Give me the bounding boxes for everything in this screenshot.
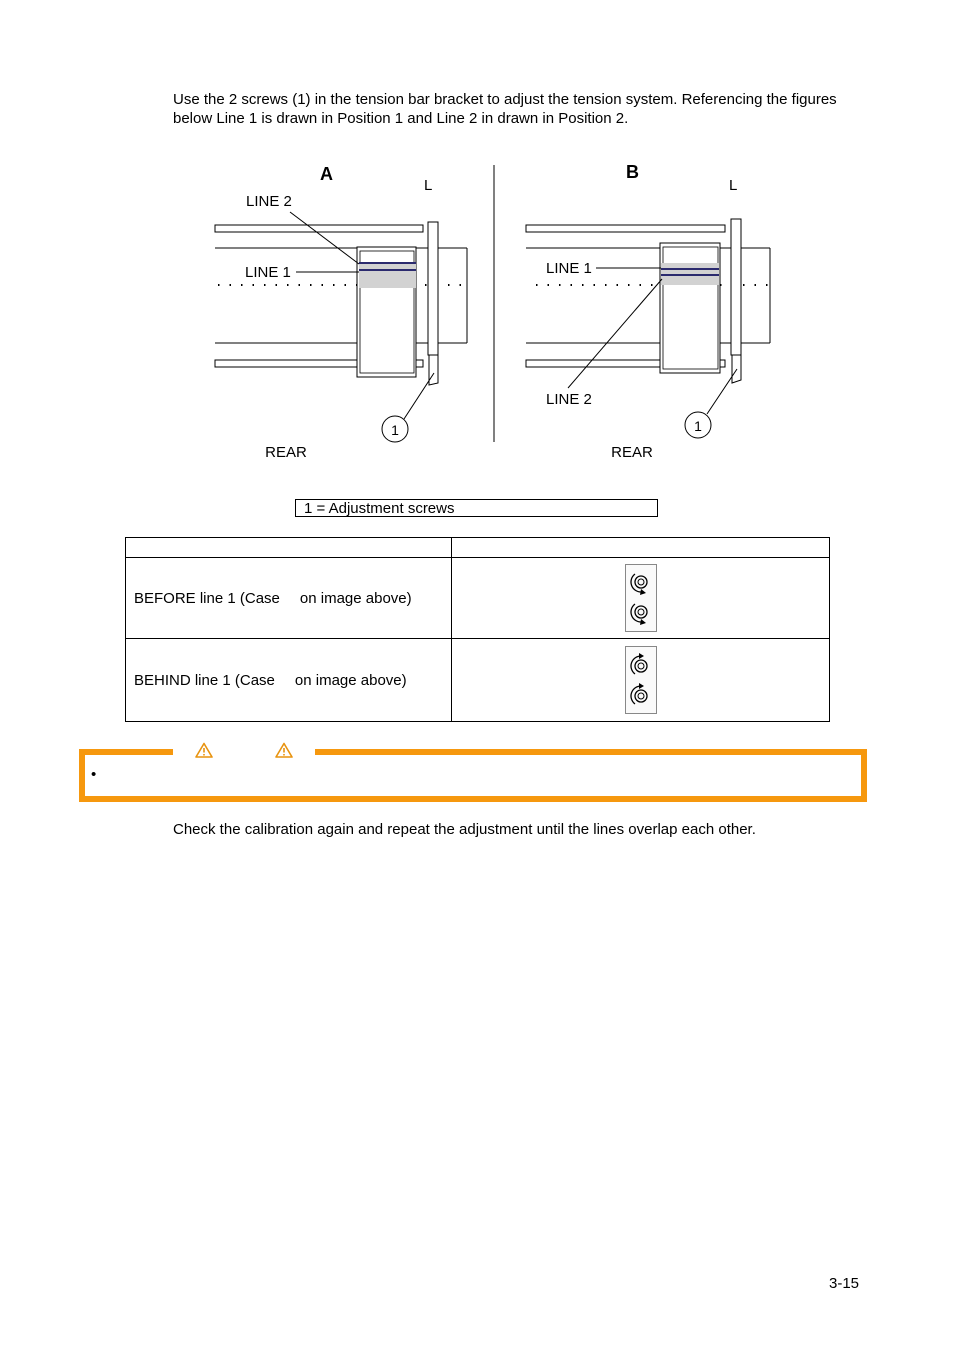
table-row-label [126, 558, 452, 639]
adjustment-table [125, 537, 830, 722]
panel-b-line2-label: LINE 2 [546, 391, 592, 408]
check-paragraph: Check the calibration again and repeat the adjustment until the lines overlap each other. [173, 821, 756, 838]
tension-bar-diagram [200, 155, 780, 465]
page-number: 3-15 [829, 1275, 860, 1292]
panel-b [526, 162, 770, 461]
panel-a [215, 164, 467, 461]
table-header-cell [452, 538, 830, 558]
row-text-after: on image above) [299, 589, 412, 607]
row-text-after: on image above) [294, 671, 407, 689]
warning-triangle-icon [275, 742, 293, 758]
legend-box: 1 = Adjustment screws [295, 499, 658, 517]
table-row-icon-cell [452, 639, 830, 722]
panel-a-line1-label: LINE 1 [245, 264, 291, 281]
warning-triangle-icon [195, 742, 213, 758]
row-text-before: BEHIND line 1 (Case [134, 671, 275, 689]
panel-a-corner-label: L [424, 177, 433, 194]
panel-a-line2-label: LINE 2 [246, 193, 292, 210]
panel-a-letter: A [320, 164, 333, 184]
table-row [126, 639, 830, 722]
panel-b-corner-label: L [729, 177, 738, 194]
warning-box [79, 749, 867, 802]
table-row-label [126, 639, 452, 722]
table-header-row [126, 538, 830, 558]
table-header-cell [126, 538, 452, 558]
panel-b-letter: B [626, 162, 639, 182]
panel-b-line1-label: LINE 1 [546, 260, 592, 277]
panel-b-callout: 1 [694, 418, 702, 434]
panel-a-rear-label: REAR [265, 444, 307, 461]
intro-paragraph: Use the 2 screws (1) in the tension bar bracket to adjust the tension system. Referencing the figures below Line 1 is drawn in Position 1 and Line 2 in drawn in Position 2. [173, 91, 837, 127]
panel-b-rear-label: REAR [611, 444, 653, 461]
row-text-before: BEFORE line 1 (Case [134, 589, 280, 607]
warning-bullet: • [91, 766, 97, 783]
panel-a-callout: 1 [391, 422, 399, 438]
table-row [126, 558, 830, 639]
table-row-icon-cell [452, 558, 830, 639]
counterclockwise-screws-icon [625, 646, 657, 714]
warning-header [173, 741, 315, 759]
clockwise-screws-icon [625, 564, 657, 632]
